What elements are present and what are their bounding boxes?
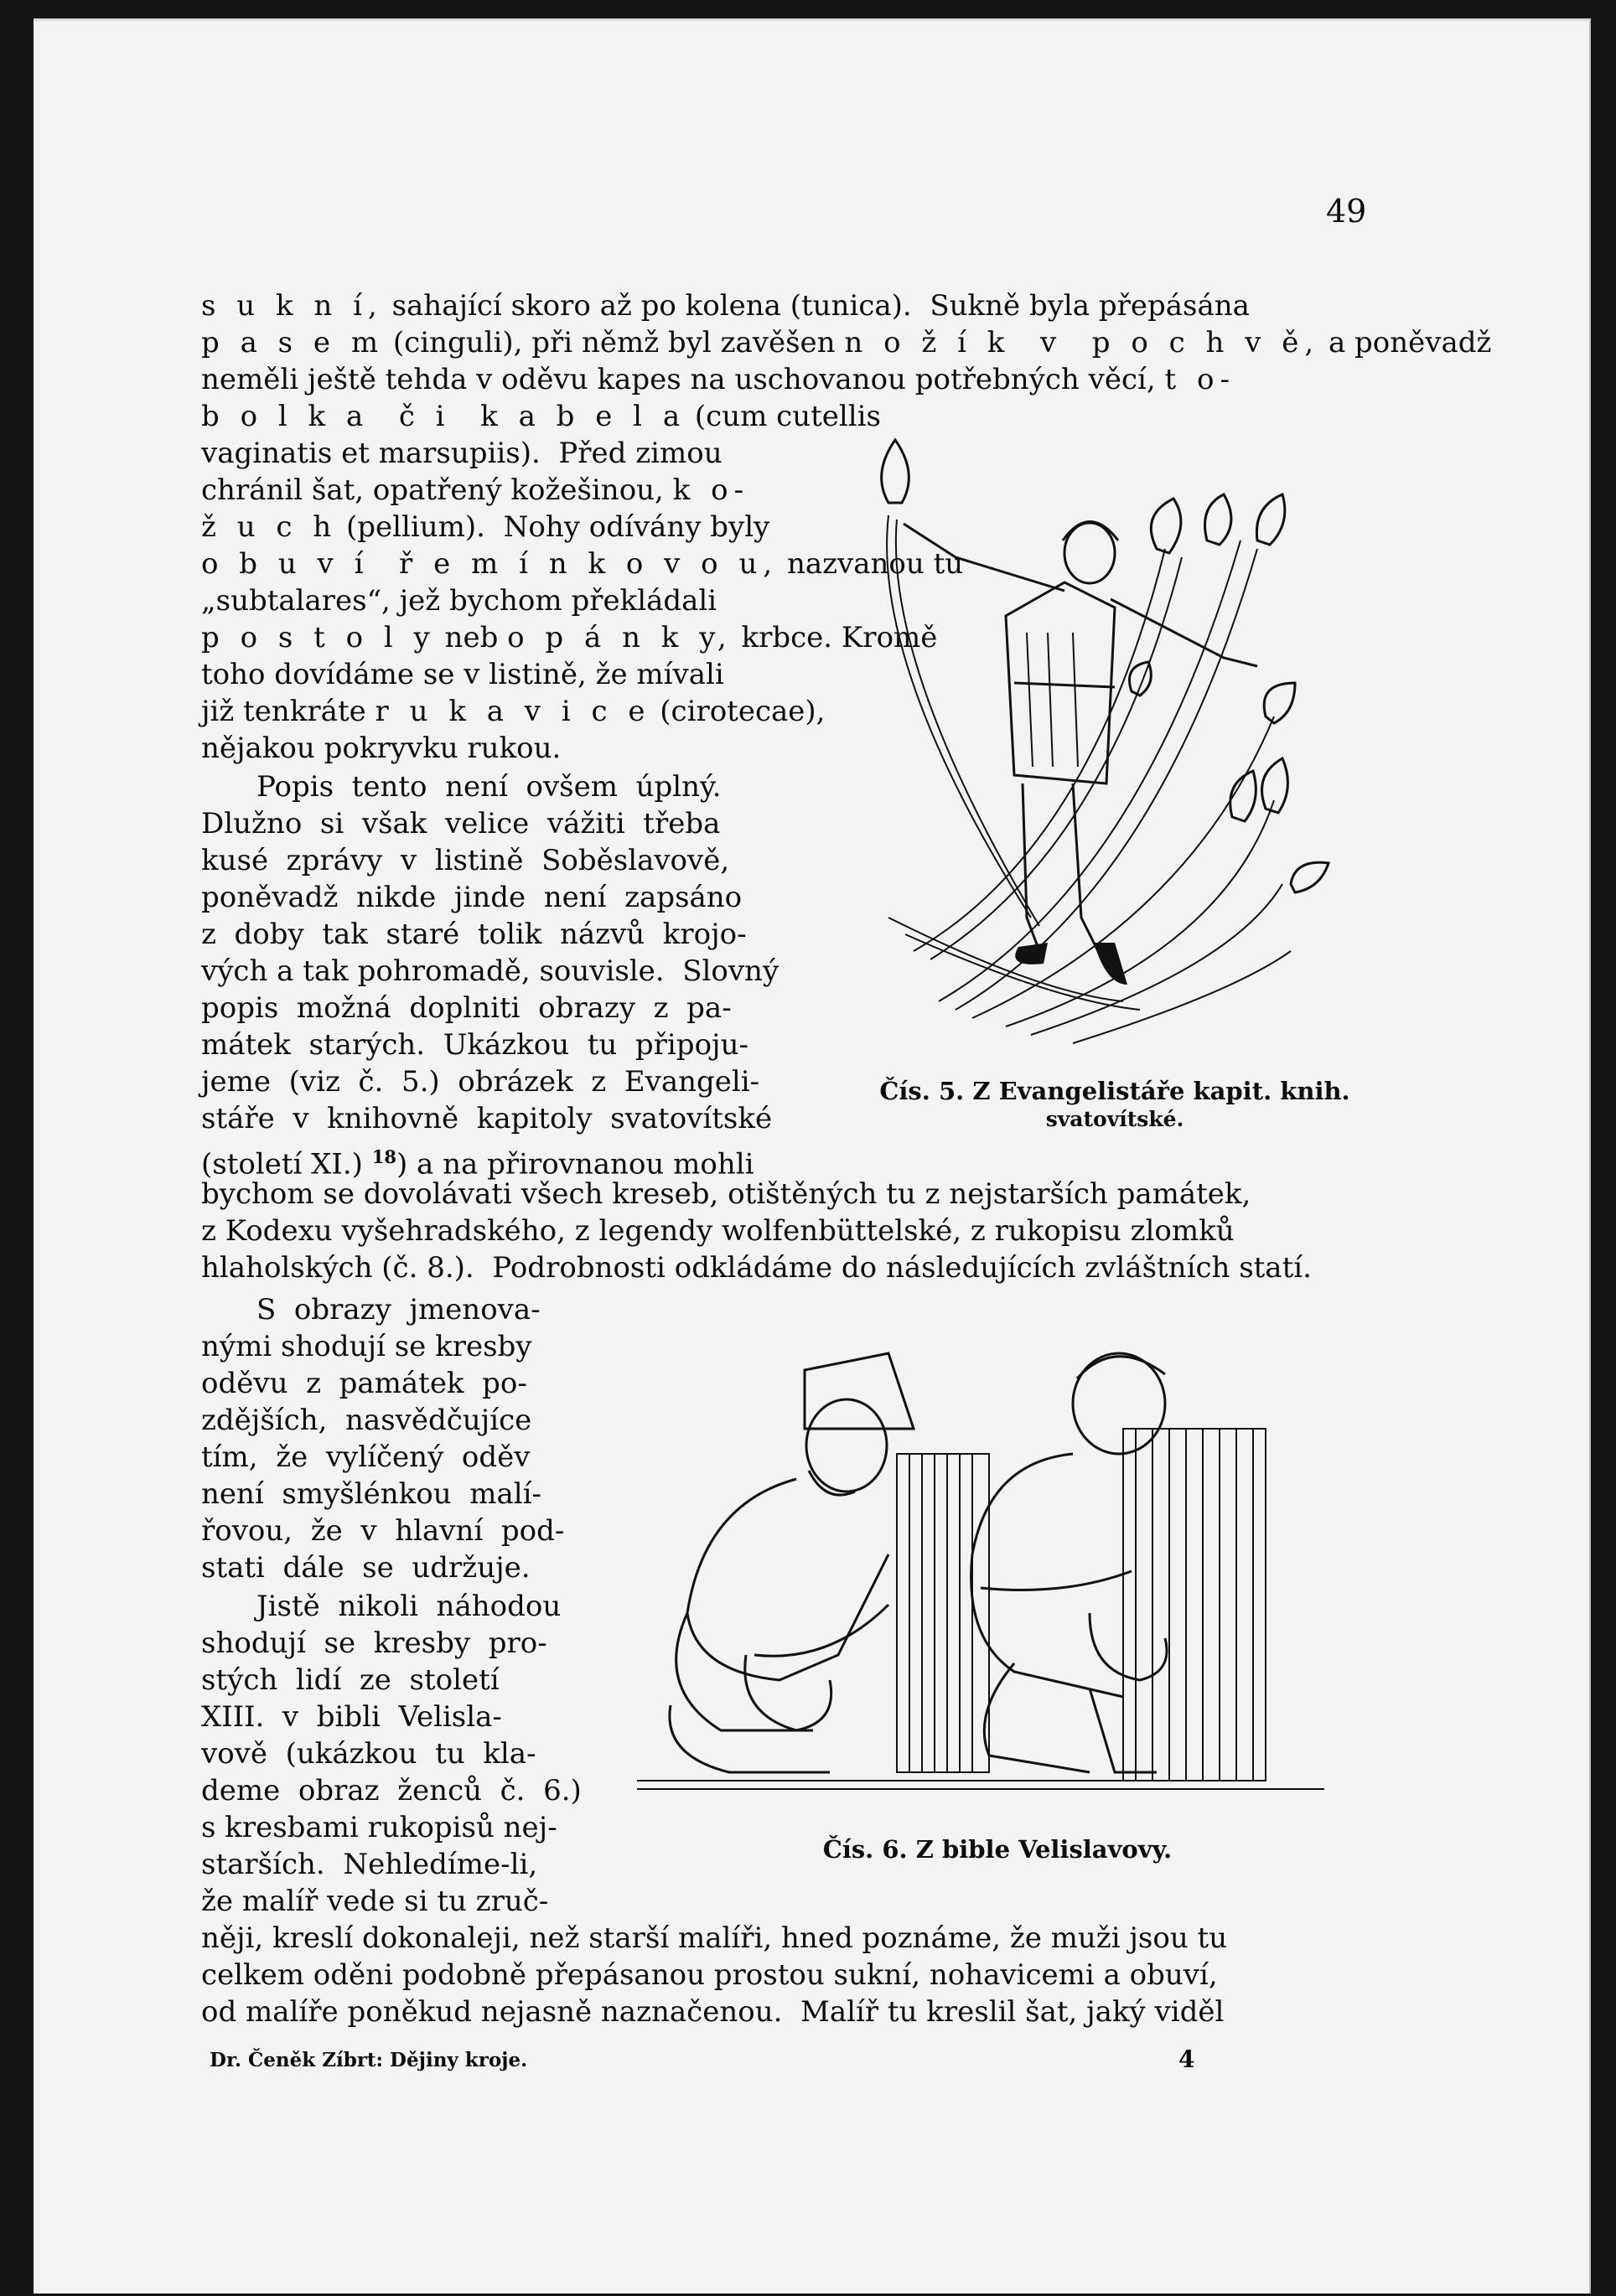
text-line: Jistě nikoli náhodou (256, 1590, 562, 1623)
figure-6-caption: Čís. 6. Z bible Velislavovy. (822, 1835, 1173, 1864)
spaced-term: p o s t o l y (201, 621, 436, 654)
text-line: zdějších, nasvědčujíce (201, 1404, 532, 1437)
text-run: již tenkráte (201, 695, 376, 728)
text-line: vaginatis et marsupiis). Před zimou (201, 437, 723, 470)
spaced-term: o p á n k y, (507, 621, 733, 654)
spaced-term: r u k a v i c e (375, 695, 651, 728)
text-run: (cinguli), při němž byl zavěšen (384, 326, 845, 359)
text-line: vově (ukázkou tu kla- (201, 1737, 536, 1771)
text-line: z Kodexu vyšehradského, z legendy wolfenbüttelské, z rukopisu zlomků (201, 1214, 1235, 1248)
footer-author: Dr. Čeněk Zíbrt: Dějiny kroje. (210, 2049, 528, 2071)
text-line: hlaholských (č. 8.). Podrobnosti odkládáme do následujících zvláštních statí. (201, 1251, 1312, 1285)
text-line (201, 619, 937, 656)
text-run: krbce. Kromě (732, 621, 938, 654)
text-run: a poněvadž (1319, 326, 1492, 359)
page-number: 49 (1326, 193, 1367, 230)
text-run: ) a na přirovnanou mohli (396, 1147, 754, 1182)
figure-5-caption-line1: Čís. 5. Z Evangelistáře kapit. knih. (879, 1077, 1350, 1105)
text-run: neměli ještě tehda v oděvu kapes na uschovanou potřebných věcí, (201, 363, 1165, 396)
text-line: od malíře poněkud nejasně naznačenou. Malíř tu kreslil šat, jaký viděl (201, 1995, 1225, 2029)
text-run: sahající skoro až po kolena (tunica). Sukně byla přepásána (382, 289, 1250, 323)
text-run: chránil šat, opatřený kožešinou, (201, 473, 673, 507)
spaced-term: o b u v í ř e m í n k o v o u, (201, 547, 779, 581)
text-line: poněvadž nikde jinde není zapsáno (201, 881, 743, 914)
text-line (201, 398, 881, 435)
text-run: (století XI.) (201, 1147, 372, 1182)
text-line: starších. Nehledíme-li, (201, 1848, 538, 1881)
text-line: popis možná doplniti obrazy z pa- (201, 991, 732, 1025)
text-line: oděvu z památek po- (201, 1367, 527, 1400)
text-line: že malíř vede si tu zruč- (201, 1885, 549, 1918)
text-line: z doby tak staré tolik názvů krojo- (201, 918, 747, 951)
text-run: jež bychom překládali (390, 584, 717, 618)
text-line (201, 582, 717, 619)
text-line: nými shodují se kresby (201, 1330, 532, 1363)
text-line: vých a tak pohromadě, souvisle. Slovný (201, 954, 780, 988)
figure-6-illustration (620, 1337, 1341, 1806)
text-line: kusé zprávy v listině Soběslavově, (201, 844, 730, 877)
text-line: deme obraz ženců č. 6.) (201, 1774, 582, 1807)
text-line: stati dále se udržuje. (201, 1551, 531, 1585)
spaced-term: t o- (1164, 363, 1235, 396)
text-line: toho dovídáme se v listině, že mívali (201, 658, 724, 691)
text-line: s kresbami rukopisů nej- (201, 1811, 557, 1844)
text-line: S obrazy jmenova- (256, 1293, 541, 1326)
text-run: „subtalares“, (201, 584, 391, 618)
text-line: Popis tento není ovšem úplný. (256, 770, 722, 804)
text-run: nazvanou tu (778, 547, 964, 581)
signature-mark: 4 (1178, 2045, 1195, 2073)
text-run: (pellium). Nohy odívány byly (337, 510, 770, 544)
figure-5-illustration (838, 415, 1358, 1060)
spaced-term: b o l k a č i k a b e l a (201, 400, 686, 433)
text-line: mátek starých. Ukázkou tu připoju- (201, 1028, 748, 1062)
text-line (201, 472, 749, 509)
spaced-term: k o- (672, 473, 750, 507)
text-line: něji, kreslí dokonaleji, než starší malíři, hned poznáme, že muži jsou tu (201, 1921, 1228, 1955)
text-line: není smyšlénkou malí- (201, 1477, 541, 1511)
spaced-term: s u k n í, (201, 289, 383, 323)
figure-5-caption-line2: svatovítské. (1045, 1107, 1184, 1131)
spaced-term: p a s e m (201, 326, 385, 359)
text-line: Dlužno si však velice vážiti třeba (201, 807, 721, 840)
spaced-term: ž u c h (201, 510, 338, 544)
text-line: nějakou pokryvku rukou. (201, 732, 562, 765)
text-line (201, 287, 1250, 324)
text-line: tím, že vylíčený oděv (201, 1440, 531, 1474)
text-run: (cirotecae), (650, 695, 826, 728)
text-line (201, 693, 825, 730)
text-run: neb (435, 621, 508, 654)
text-line: jeme (viz č. 5.) obrázek z Evangeli- (201, 1065, 760, 1099)
text-run: (cum cutellis (686, 400, 881, 433)
text-line (201, 509, 769, 546)
text-line: bychom se dovolávati všech kreseb, otištěných tu z nejstarších památek, (201, 1177, 1251, 1211)
text-line: stých lidí ze století (201, 1663, 500, 1697)
text-line (201, 324, 1491, 361)
text-line: řovou, že v hlavní pod- (201, 1514, 565, 1548)
footnote-ref: 18 (371, 1146, 396, 1167)
text-line: XIII. v bibli Velisla- (201, 1700, 502, 1734)
text-line: shodují se kresby pro- (201, 1626, 547, 1660)
text-line: stáře v knihovně kapitoly svatovítské (201, 1102, 773, 1135)
text-line (201, 361, 1235, 398)
text-line: celkem oděni podobně přepásanou prostou sukní, nohavicemi a obuví, (201, 1958, 1218, 1992)
page-sheet (34, 18, 1591, 2293)
spaced-term: n o ž í k v p o c h v ě, (844, 326, 1320, 359)
